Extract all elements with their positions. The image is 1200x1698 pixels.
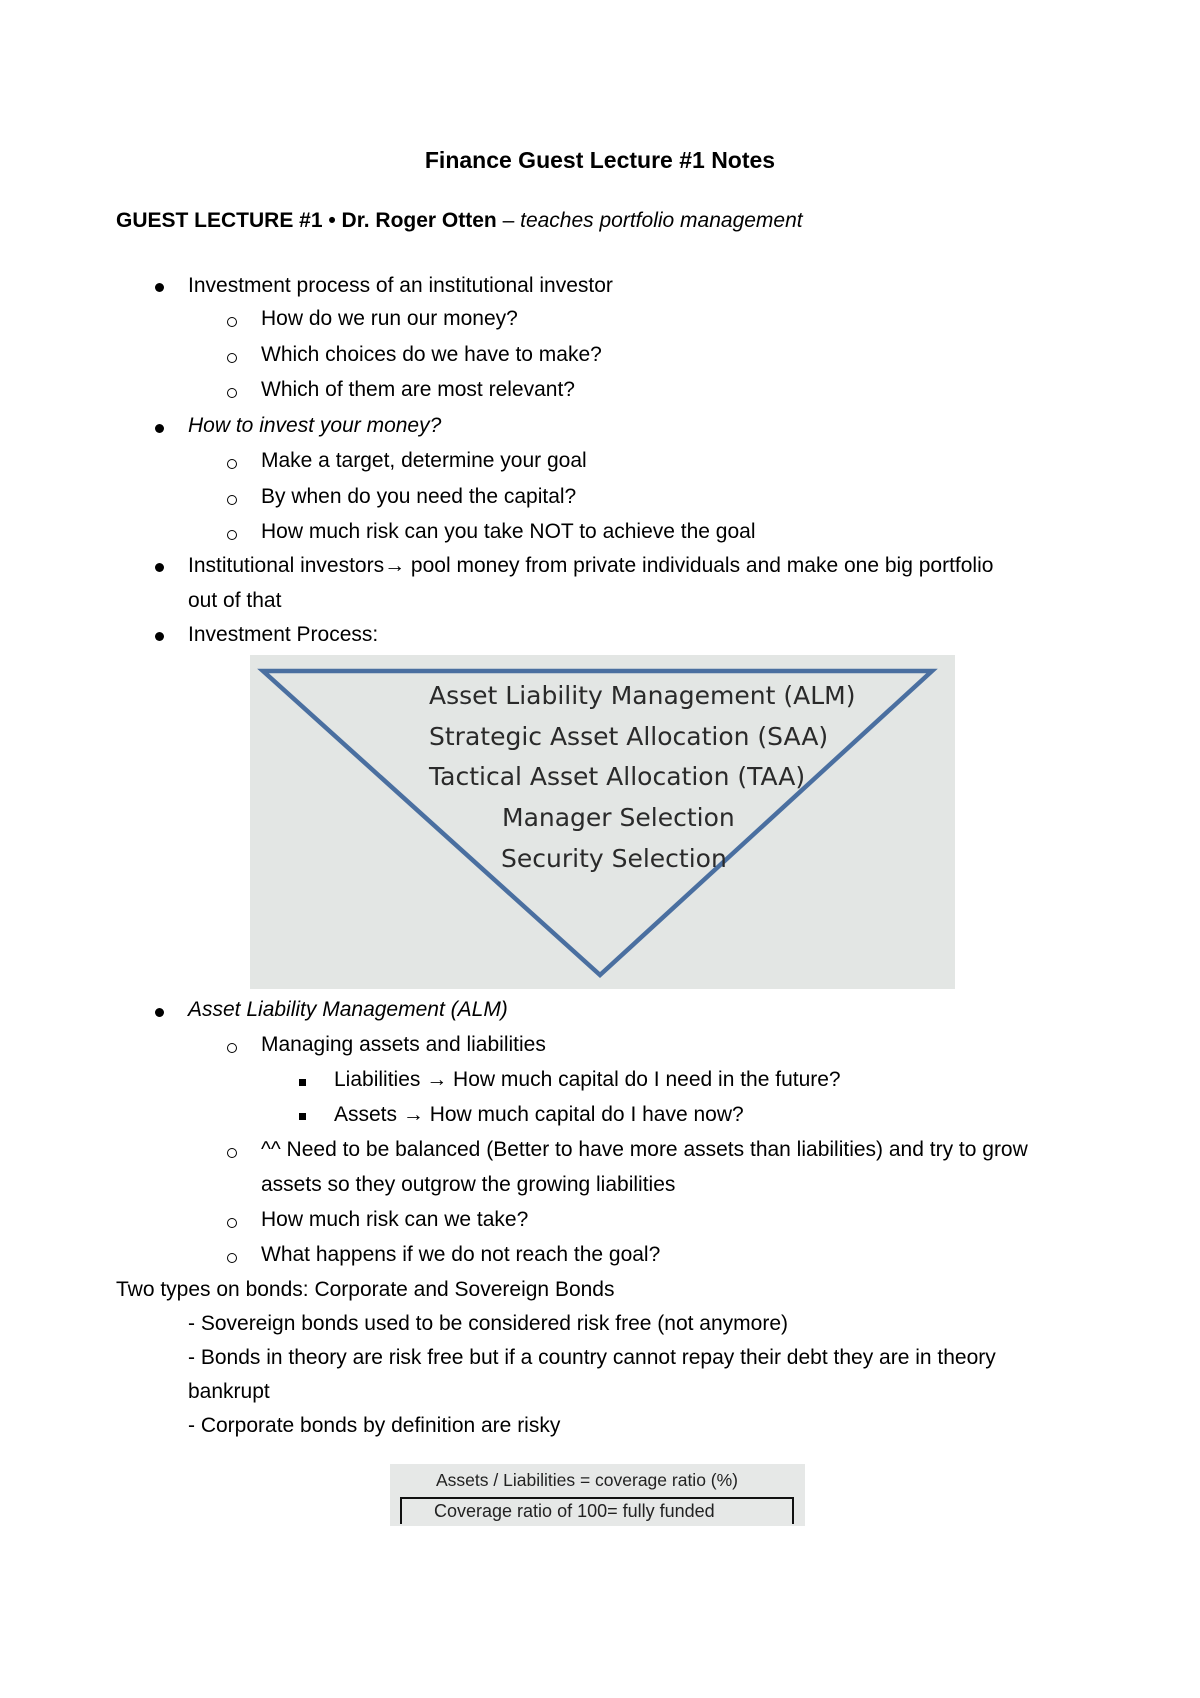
bonds-line: - Corporate bonds by definition are risky xyxy=(188,1414,561,1437)
guest-dash: – xyxy=(496,209,521,232)
sub-item: What happens if we do not reach the goal? xyxy=(261,1243,661,1266)
diagram-level-alm: Asset Liability Management (ALM) xyxy=(429,681,856,710)
sub-sub-item: Assets → How much capital do I have now? xyxy=(334,1103,744,1126)
bullet-investment-process: Investment process of an institutional investor xyxy=(188,274,613,297)
sub-item: Which of them are most relevant? xyxy=(261,378,575,401)
bullet-continuation: out of that xyxy=(188,589,282,612)
bullet-how-to-invest: How to invest your money? xyxy=(188,414,442,437)
sub-item-continuation: assets so they outgrow the growing liabilities xyxy=(261,1173,676,1196)
sub-item: How much risk can we take? xyxy=(261,1208,529,1231)
sub-item: How much risk can you take NOT to achieve the goal xyxy=(261,520,756,543)
diagram-level-taa: Tactical Asset Allocation (TAA) xyxy=(429,762,806,791)
guest-role: teaches portfolio management xyxy=(520,209,803,232)
bonds-line: - Sovereign bonds used to be considered risk free (not anymore) xyxy=(188,1312,788,1335)
circle-bullet-icon xyxy=(227,353,237,363)
circle-bullet-icon xyxy=(227,1148,237,1158)
bullet-alm: Asset Liability Management (ALM) xyxy=(188,998,508,1021)
coverage-ratio-figure xyxy=(390,1464,805,1526)
bullet-institutional-investors: Institutional investors→ pool money from private individuals and make one big portfolio xyxy=(188,554,994,577)
circle-bullet-icon xyxy=(227,1253,237,1263)
circle-bullet-icon xyxy=(227,388,237,398)
bullet-icon xyxy=(155,563,164,572)
diagram-level-manager: Manager Selection xyxy=(502,803,735,832)
bullet-icon xyxy=(155,632,164,641)
sub-item: By when do you need the capital? xyxy=(261,485,577,508)
sub-item: Managing assets and liabilities xyxy=(261,1033,546,1056)
guest-lecture-line xyxy=(116,209,803,233)
bullet-investment-process-heading: Investment Process: xyxy=(188,623,379,646)
sub-item: Which choices do we have to make? xyxy=(261,343,602,366)
coverage-ratio-funded: Coverage ratio of 100= fully funded xyxy=(434,1501,715,1521)
guest-label: GUEST LECTURE #1 • Dr. Roger Otten xyxy=(116,209,497,232)
diagram-level-saa: Strategic Asset Allocation (SAA) xyxy=(429,722,829,751)
sub-item: How do we run our money? xyxy=(261,307,518,330)
circle-bullet-icon xyxy=(227,1218,237,1228)
page-title: Finance Guest Lecture #1 Notes xyxy=(424,147,776,173)
bonds-heading: Two types on bonds: Corporate and Sovereign Bonds xyxy=(116,1278,615,1301)
coverage-ratio-formula: Assets / Liabilities = coverage ratio (%) xyxy=(436,1470,739,1490)
circle-bullet-icon xyxy=(227,459,237,469)
sub-item: Make a target, determine your goal xyxy=(261,449,587,472)
circle-bullet-icon xyxy=(227,1043,237,1053)
circle-bullet-icon xyxy=(227,495,237,505)
square-bullet-icon xyxy=(299,1079,306,1086)
diagram-level-security: Security Selection xyxy=(501,844,727,873)
bonds-line: - Bonds in theory are risk free but if a country cannot repay their debt they are in theory xyxy=(188,1346,996,1369)
bullet-icon xyxy=(155,283,164,292)
circle-bullet-icon xyxy=(227,317,237,327)
bonds-line-continuation: bankrupt xyxy=(188,1380,270,1403)
investment-process-diagram xyxy=(250,655,955,989)
square-bullet-icon xyxy=(299,1113,306,1120)
bullet-icon xyxy=(155,424,164,433)
circle-bullet-icon xyxy=(227,530,237,540)
sub-sub-item: Liabilities → How much capital do I need in the future? xyxy=(334,1068,841,1091)
sub-item: ^^ Need to be balanced (Better to have more assets than liabilities) and try to grow xyxy=(261,1138,1028,1161)
bullet-icon xyxy=(155,1008,164,1017)
